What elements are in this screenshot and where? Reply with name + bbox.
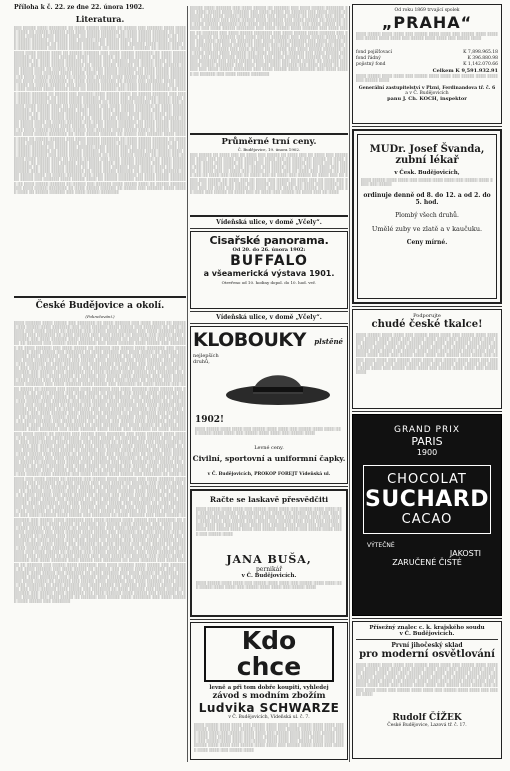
panorama-expo: a všeamerická výstava 1901.: [203, 269, 335, 278]
panorama-ad: [190, 231, 348, 309]
suchard-paris: PARIS: [411, 435, 443, 448]
lighting-title: Přísežný znalec c. k. krajského soudu: [369, 625, 485, 631]
hat-illustration: [223, 361, 333, 407]
coffee-city: v Č. Budějovicích.: [241, 573, 297, 579]
svanda-ad: MUDr. Josef Švanda, zubní lékař v Česk. Budějovicích, ░░░░ ░░░░░ ░░░░ ░░░░ ░░░ ░░░░░ ░░░░ ░░░░ ░░░ ░░░░░ ░░░░ ░░░░ ░░░ ░░░░░ ordinuje denně od 8. do 12. a od 2. do 5. hod. Plombý všech druhů. Umělé zuby ve zlatě a v kaučuku. Ceny mírné.: [352, 129, 502, 304]
praha-agency2: a v Č. Budějovicích: [405, 91, 449, 96]
praha-fund-value: K 1,142.070.66: [463, 62, 498, 67]
section-budejovice: České Budějovice a okolí.: [35, 301, 165, 311]
coffee-title: Račte se laskavě přesvědčiti: [209, 495, 329, 504]
lighting-owner: Rudolf ČÍŽEK: [392, 713, 462, 723]
suchard-jakosti: JAKOSTI: [449, 549, 481, 558]
svanda-days: Plombý všech druhů.: [395, 212, 459, 219]
address-line-top: Vídeňská ulice, v domě „Včely“.: [216, 219, 322, 226]
coffee-role: pernikář: [255, 566, 283, 573]
running-head: Příloha k č. 22. ze dne 22. února 1902.: [14, 4, 145, 11]
literatura-text: ░░░ ░░░░░ ░░░░ ░░░░░░░ ░░ ░░░░ ░░░░░ ░░░░░░ ░░ ░░░░░ ░░░ ░░░░░░ ░░░░ ░░░░░ ░░░░ ░░ ░░░░░ ░░░░░░ ░░░ ░░░░ ░░░░░ ░░░░░░░ ░░ ░░░░ ░░░░░ ░░░░░░ ░░ ░░░░░ ░░░ ░░░░░░ ░░░░ ░░░░░ ░░░░ ░░ ░░░░░ ░░░░░░ ░░░ ░░░░ ░░░░░ ░░░░░░░ ░░ ░░░░ ░░░░░ ░░░░░░ ░░ ░░░░░ ░░░ ░░░░░░ ░░░░ ░░░░░ ░░░░ ░░ ░░░░░ ░░░░░░ ░░░ ░░░░ ░░░░░ ░░░░░░░ ░░ ░░░░ ░░░░░ ░░░░░░ ░░ ░░░░░ ░░░ ░░░░░░ ░░░░ ░░░░░ ░░░░ ░░ ░░░░░ ░░░░░░ ░░░ ░░░░ ░░░░░ ░░░░░░░ ░░ ░░░░ ░░░░░ ░░░░░░ ░░ ░░░░░ ░░░ ░░░░░░ ░░░░ ░░░░░ ░░░░ ░░ ░░░░░ ░░░░░░ ░░░ ░░░░ ░░░░░ ░░░░░░░ ░░ ░░░░ ░░░░░ ░░░░░░ ░░ ░░░░░ ░░░ ░░░░░░ ░░░░ ░░░░░ ░░░░ ░░ ░░░░░ ░░░░░░ ░░░ ░░░░ ░░░░░ ░░░░░░░ ░░ ░░░░ ░░░░░ ░░░░░░ ░░ ░░░░░ ░░░ ░░░░░░ ░░░░ ░░░░░ ░░░░ ░░ ░░░░░ ░░░░░░ ░░░ ░░░░ ░░░░░ ░░░░░░░ ░░ ░░░░ ░░░░░ ░░░░░░ ░░ ░░░░░ ░░░ ░░░░░░ ░░░░ ░░░░░ ░░░░ ░░ ░░░░░ ░░░░░░ ░░░ ░░░░ ░░░░░ ░░░░░░░ ░░ ░░░░ ░░░░░ ░░░░░░ ░░ ░░░░░ ░░░ ░░░░░░ ░░░░ ░░░░░ ░░░░ ░░ ░░░░░ ░░░░░░ ░░░ ░░░░ ░░░░░ ░░░░░░░ ░░ ░░░░ ░░░░░ ░░░░░░ ░░ ░░░░░ ░░░ ░░░░░░ ░░░░ ░░░░░ ░░░░ ░░ ░░░░░ ░░░░░░ ░░░ ░░░░ ░░░░░ ░░░░░░░ ░░ ░░░░ ░░░░░ ░░░░░░ ░░ ░░░░░ ░░░ ░░░░░░ ░░░░ ░░░░░ ░░░░ ░░ ░░░░░ ░░░░░░ ░░░ ░░░░ ░░░░░ ░░░░░░░ ░░ ░░░░ ░░░░░ ░░░░░░ ░░ ░░░░░ ░░░ ░░░░░░ ░░░░ ░░░░░ ░░░░ ░░ ░░░░░ ░░░░░░ ░░░ ░░░░ ░░░░░ ░░░░░░░ ░░ ░░░░ ░░░░░ ░░░░░░ ░░ ░░░░░ ░░░ ░░░░░░ ░░░░ ░░░░░ ░░░░ ░░ ░░░░░ ░░░░░░ ░░░ ░░░░ ░░░░░ ░░░░░░░ ░░ ░░░░ ░░░░░ ░░░░░░ ░░ ░░░░░ ░░░ ░░░░░░ ░░░░ ░░░░░ ░░░░ ░░ ░░░░░ ░░░░░░ ░░░ ░░░░ ░░░░░ ░░░░░░░ ░░ ░░░░ ░░░░░ ░░░░░░ ░░ ░░░░░ ░░░ ░░░░░░ ░░░░ ░░░░░ ░░░░ ░░ ░░░░░ ░░░░░░ ░░░ ░░░░ ░░░░░ ░░░░░░░ ░░ ░░░░ ░░░░░ ░░░░░░ ░░ ░░░░░ ░░░ ░░░░░░ ░░░░ ░░░░░ ░░░░ ░░ ░░░░░ ░░░░░░ ░░░ ░░░░ ░░░░░ ░░░░░░░ ░░ ░░░░ ░░░░░ ░░░░░░ ░░ ░░░░░ ░░░ ░░░░░░ ░░░░ ░░░░░ ░░░░ ░░ ░░░░░ ░░░░░░ ░░░ ░░░░ ░░░░░ ░░░░░░░ ░░ ░░░░ ░░░░░ ░░░░░░ ░░ ░░░░░ ░░░ ░░░░░░ ░░░░ ░░░░░ ░░░░ ░░ ░░░░░ ░░░░░░ ░░░ ░░░░ ░░░░░ ░░░░░░░ ░░ ░░░░ ░░░░░ ░░░░░░ ░░ ░░░░░ ░░░ ░░░░░░ ░░░░ ░░░░░ ░░░░ ░░ ░░░░░ ░░░░░░ ░░░ ░░░░ ░░░░░ ░░░░░░░ ░░ ░░░░ ░░░░░ ░░░░░░ ░░ ░░░░░ ░░░ ░░░░░░ ░░░░ ░░░░░ ░░░░ ░░ ░░░░░ ░░░░░░ ░░░ ░░░░ ░░░░░ ░░░░░░░ ░░ ░░░░ ░░░░░ ░░░░░░ ░░ ░░░░░ ░░░ ░░░░░░ ░░░░ ░░░░░ ░░░░ ░░ ░░░░░ ░░░░░░ ░░░ ░░░░ ░░░░░ ░░░░░░░ ░░ ░░░░ ░░░░░ ░░░░░░ ░░ ░░░░░ ░░░ ░░░░░░ ░░░░ ░░░░░ ░░░░ ░░ ░░░░░ ░░░░░░ ░░░ ░░░░ ░░░░░ ░░░░░░░ ░░ ░░░░ ░░░░░ ░░░░░░ ░░ ░░░░░ ░░░ ░░░░░░ ░░░░ ░░░░░ ░░░░ ░░ ░░░░░ ░░░░░░ ░░░ ░░░░ ░░░░░ ░░░░░░░ ░░ ░░░░ ░░░░░ ░░░░░░ ░░ ░░░░░ ░░░ ░░░░░░ ░░░░ ░░░░░ ░░░░ ░░ ░░░░░ ░░░░░░ ░░░ ░░░░ ░░░░░ ░░░░░░░ ░░ ░░░░ ░░░░░ ░░░░░░ ░░ ░░░░░ ░░░ ░░░░░░ ░░░░ ░░░░░ ░░░░ ░░ ░░░░░ ░░░░░░ ░░░ ░░░░ ░░░░░ ░░░░░░░ ░░ ░░░░ ░░░░░ ░░░░░░ ░░ ░░░░░ ░░░ ░░░░░░ ░░░░ ░░░░░ ░░░░ ░░ ░░░░░ ░░░░░░ ░░░ ░░░░ ░░░░░ ░░░░░░░ ░░ ░░░░ ░░░░░ ░░░░░░ ░░ ░░░░░ ░░░ ░░░░░░ ░░░░ ░░░░░ ░░░░ ░░ ░░░░░ ░░░░░░ ░░░ ░░░░ ░░░░░ ░░░░░░░ ░░ ░░░░ ░░░░░ ░░░░░░ ░░ ░░░░░ ░░░ ░░░░░░ ░░░░ ░░░░░ ░░░░ ░░ ░░░░░ ░░░░░░ ░░░ ░░░░ ░░░░░ ░░░░░░░ ░░ ░░░░ ░░░░░ ░░░░░░ ░░ ░░░░░ ░░░ ░░░░░░ ░░░░ ░░░░░ ░░░░ ░░ ░░░░░ ░░░░░░ ░░░ ░░░░ ░░░░░ ░░░░░░░ ░░ ░░░░ ░░░░░ ░░░░░░ ░░ ░░░░░ ░░░ ░░░░░░ ░░░░ ░░░░░ ░░░░ ░░ ░░░░░ ░░░░░░ ░░░ ░░░░ ░░░░░ ░░░░░░░ ░░ ░░░░ ░░░░░ ░░░░░░ ░░ ░░░░░ ░░░ ░░░░░░ ░░░░ ░░░░░ ░░░░ ░░ ░░░░░ ░░░░░░ ░░░ ░░░░ ░░░░░ ░░░░░░░: [14, 26, 186, 194]
svanda-price: Ceny mírné.: [406, 239, 448, 246]
praha-total: Celkem K 9,591.932.91: [432, 68, 498, 74]
hats-title: KLOBOUKY: [193, 329, 306, 351]
weavers-title: chudé české tkalce!: [371, 319, 483, 330]
hats-ad: KLOBOUKY plstěné nejlepších druhů, 1902! ░░░░ ░░░░░ ░░░░ ░░░░ ░░░ ░░░░░ ░░░░ ░░░░ ░░░ ░░░░░ ░░░░ ░░░░ ░░░ ░░░░░ ░░░░ ░░░░ ░░░ ░░░░░ ░░░░ ░░░░ ░░░ ░░░░░ ░░░░ Levné ceny. Civilní, sportovní a uniformní čapky. v Č. Budějovicích, PROKOP FOREJT Vídeňská ul.: [190, 326, 348, 484]
praha-fund-label: fond řádný: [356, 56, 381, 61]
suchard-zarucene: ZARUČENÉ ČISTÉ: [392, 558, 462, 567]
suchard-cacao: CACAO: [401, 512, 453, 527]
middle-text-top: ░░░░░ ░░░░ ░░░░░░ ░░░ ░░░░ ░░░░░ ░░ ░░░░░░ ░░░ ░░░░ ░░░░░ ░░░░░░░ ░░░ ░░░░ ░░░░░ ░░░░ ░░░░░░ ░░░ ░░░░ ░░░░░ ░░ ░░░░░░ ░░░ ░░░░ ░░░░░ ░░░░░░░ ░░░ ░░░░ ░░░░░ ░░░░ ░░░░░░ ░░░ ░░░░ ░░░░░ ░░ ░░░░░░ ░░░ ░░░░ ░░░░░ ░░░░░░░ ░░░ ░░░░ ░░░░░ ░░░░ ░░░░░░ ░░░ ░░░░ ░░░░░ ░░ ░░░░░░ ░░░ ░░░░ ░░░░░ ░░░░░░░ ░░░ ░░░░ ░░░░░ ░░░░ ░░░░░░ ░░░ ░░░░ ░░░░░ ░░ ░░░░░░ ░░░ ░░░░ ░░░░░ ░░░░░░░ ░░░ ░░░░ ░░░░░ ░░░░ ░░░░░░ ░░░ ░░░░ ░░░░░ ░░ ░░░░░░ ░░░ ░░░░ ░░░░░ ░░░░░░░ ░░░ ░░░░ ░░░░░ ░░░░ ░░░░░░ ░░░ ░░░░ ░░░░░ ░░ ░░░░░░ ░░░ ░░░░ ░░░░░ ░░░░░░░ ░░░ ░░░░ ░░░░░ ░░░░ ░░░░░░ ░░░ ░░░░ ░░░░░ ░░ ░░░░░░ ░░░ ░░░░ ░░░░░ ░░░░░░░ ░░░ ░░░░ ░░░░░ ░░░░ ░░░░░░ ░░░ ░░░░ ░░░░░ ░░ ░░░░░░ ░░░ ░░░░ ░░░░░ ░░░░░░░ ░░░ ░░░░ ░░░░░ ░░░░ ░░░░░░ ░░░ ░░░░ ░░░░░ ░░ ░░░░░░ ░░░ ░░░░ ░░░░░ ░░░░░░░ ░░░ ░░░░ ░░░░░ ░░░░ ░░░░░░ ░░░ ░░░░ ░░░░░ ░░ ░░░░░░ ░░░ ░░░░ ░░░░░ ░░░░░░░ ░░░ ░░░░ ░░░░░ ░░░░ ░░░░░░ ░░░ ░░░░ ░░░░░ ░░ ░░░░░░ ░░░ ░░░░ ░░░░░ ░░░░░░░ ░░░ ░░░░ ░░░░░ ░░░░ ░░░░░░ ░░░ ░░░░ ░░░░░ ░░ ░░░░░░ ░░░ ░░░░ ░░░░░ ░░░░░░░ ░░░ ░░░░ ░░░░░ ░░░░ ░░░░░░ ░░░ ░░░░ ░░░░░ ░░ ░░░░░░ ░░░ ░░░░ ░░░░░ ░░░░░░░ ░░░ ░░░░ ░░░░░ ░░░░ ░░░░░░ ░░░ ░░░░ ░░░░░ ░░ ░░░░░░ ░░░ ░░░░ ░░░░░ ░░░░░░░: [190, 6, 348, 76]
hats-year: 1902!: [195, 415, 224, 425]
address-line-bottom: Vídeňská ulice, v domě „Včely“.: [216, 314, 322, 321]
suchard-ad: [352, 414, 502, 616]
weavers-ad: Podporujte chudé české tkalce! ░░░░ ░░░░░ ░░░░ ░░░░ ░░░ ░░░░░ ░░░░ ░░░░ ░░░ ░░░░░ ░░░░ ░░░░ ░░░ ░░░░░ ░░░░ ░░░░ ░░░ ░░░░░ ░░░░ ░░░░ ░░░ ░░░░░ ░░░░ ░░░░ ░░░ ░░░░░ ░░░░ ░░░░ ░░░ ░░░░░ ░░░░ ░░░░ ░░░ ░░░░░ ░░░░ ░░░░ ░░░ ░░░░░ ░░░░ ░░░░ ░░░ ░░░░░ ░░░░ ░░░░ ░░░ ░░░░░ ░░░░ ░░░░ ░░░ ░░░░░ ░░░░ ░░░░ ░░░ ░░░░░ ░░░░ ░░░░ ░░░ ░░░░░ ░░░░ ░░░░ ░░░ ░░░░░ ░░░░ ░░░░ ░░░ ░░░░░ ░░░░ ░░░░ ░░░ ░░░░░ ░░░░ ░░░░ ░░░ ░░░░░ ░░░░ ░░░░ ░░░ ░░░░░ ░░░░ ░░░░ ░░░ ░░░░░ ░░░░ ░░░░ ░░░ ░░░░░ ░░░░ ░░░░ ░░░ ░░░░░ ░░░░ ░░░░ ░░░ ░░░░░ ░░░░ ░░░░ ░░░ ░░░░░ ░░░░ ░░░░ ░░░ ░░░░░ ░░░░ ░░░░ ░░░ ░░░░░ ░░░░ ░░░░ ░░░ ░░░░░ ░░░░: [352, 309, 502, 409]
left-column: [14, 4, 186, 764]
lighting-ad: Přísežný znalec c. k. krajského soudu v Č. Budějovicích. První jihočeský sklad pro moderní osvětlování ░░░░ ░░░░░ ░░░░ ░░░░ ░░░ ░░░░░ ░░░░ ░░░░ ░░░ ░░░░░ ░░░░ ░░░░ ░░░ ░░░░░ ░░░░ ░░░░ ░░░ ░░░░░ ░░░░ ░░░░ ░░░ ░░░░░ ░░░░ ░░░░ ░░░ ░░░░░ ░░░░ ░░░░ ░░░ ░░░░░ ░░░░ ░░░░ ░░░ ░░░░░ ░░░░ ░░░░ ░░░ ░░░░░ ░░░░ ░░░░ ░░░ ░░░░░ ░░░░ ░░░░ ░░░ ░░░░░ ░░░░ ░░░░ ░░░ ░░░░░ ░░░░ ░░░░ ░░░ ░░░░░ ░░░░ ░░░░ ░░░ ░░░░░ ░░░░ ░░░░ ░░░ ░░░░░ ░░░░ ░░░░ ░░░ ░░░░░ ░░░░ ░░░░ ░░░ ░░░░░ ░░░░ ░░░░ ░░░ ░░░░░ ░░░░ ░░░░ ░░░ ░░░░░ ░░░░ ░░░░ ░░░ ░░░░░ ░░░░ ░░░░ ░░░ ░░░░░ ░░░░ Rudolf ČÍŽEK České Budějovice, Lazová tř. č. 17.: [352, 621, 502, 759]
svanda-title: MUDr. Josef Švanda,: [369, 144, 485, 155]
who-name: Ludvika SCHWARZE: [198, 701, 340, 715]
praha-fund-table: [356, 50, 498, 68]
panorama-city: BUFFALO: [230, 253, 308, 269]
weavers-support: Podporujte: [413, 313, 441, 319]
hats-shop: v Č. Budějovicích, PROKOP FOREJT Vídeňská ul.: [207, 472, 331, 477]
suchard-chocolat: CHOCOLAT: [387, 472, 467, 487]
schwarz-ad: Kdo chce levně a při tom dobře koupiti, vyhledej závod s modním zbožím Ludvika SCHWARZE v Č. Budějovicích, Vídeňská ul. č. 7. ░░░░ ░░░░░ ░░░░ ░░░░ ░░░ ░░░░░ ░░░░ ░░░░ ░░░ ░░░░░ ░░░░ ░░░░ ░░░ ░░░░░ ░░░░ ░░░░ ░░░ ░░░░░ ░░░░ ░░░░ ░░░ ░░░░░ ░░░░ ░░░░ ░░░ ░░░░░ ░░░░ ░░░░ ░░░ ░░░░░ ░░░░ ░░░░ ░░░ ░░░░░ ░░░░ ░░░░ ░░░ ░░░░░ ░░░░ ░░░░ ░░░ ░░░░░ ░░░░ ░░░░ ░░░ ░░░░░ ░░░░ ░░░░ ░░░ ░░░░░ ░░░░ ░░░░ ░░░ ░░░░░ ░░░░ ░░░░ ░░░ ░░░░░ ░░░░ ░░░░ ░░░ ░░░░░ ░░░░ ░░░░ ░░░ ░░░░░ ░░░░ ░░░░ ░░░ ░░░░░ ░░░░ ░░░░ ░░░ ░░░░░ ░░░░ ░░░░ ░░░ ░░░░░ ░░░░ ░░░░ ░░░ ░░░░░ ░░░░: [190, 622, 348, 760]
section-intro: (Pokračování.): [85, 314, 115, 319]
coffee-ad: Račte se laskavě přesvědčiti ░░░░ ░░░░░ ░░░░ ░░░░ ░░░ ░░░░░ ░░░░ ░░░░ ░░░ ░░░░░ ░░░░ ░░░░ ░░░ ░░░░░ ░░░░ ░░░░ ░░░ ░░░░░ ░░░░ ░░░░ ░░░ ░░░░░ ░░░░ ░░░░ ░░░ ░░░░░ ░░░░ ░░░░ ░░░ ░░░░░ ░░░░ ░░░░ ░░░ ░░░░░ ░░░░ ░░░░ ░░░ ░░░░░ ░░░░ ░░░░ ░░░ ░░░░░ ░░░░ ░░░░ ░░░ ░░░░░ ░░░░ ░░░░ ░░░ ░░░░░ ░░░░ ░░░░ ░░░ ░░░░░ ░░░░ ░░░░ ░░░ ░░░░░ ░░░░ ░░░░ ░░░ ░░░░░ ░░░░ ░░░░ ░░░ ░░░░░ ░░░░ ░░░░ ░░░ ░░░░░ ░░░░ ░░░░ ░░░ ░░░░░ ░░░░ ░░░░ ░░░ ░░░░░ ░░░░ JANA BUŠA, pernikář v Č. Budějovicích. ░░░░ ░░░░░ ░░░░ ░░░░ ░░░ ░░░░░ ░░░░ ░░░░ ░░░ ░░░░░ ░░░░ ░░░░ ░░░ ░░░░░ ░░░░ ░░░░ ░░░ ░░░░░ ░░░░ ░░░░ ░░░ ░░░░░ ░░░░: [190, 489, 348, 617]
market-title: Průměrné trní ceny.: [221, 137, 317, 147]
hats-line1: nejlepších: [193, 353, 219, 359]
hats-uniform: Civilní, sportovní a uniformní čapky.: [192, 454, 346, 463]
suchard-grand-prix: GRAND PRIX: [393, 425, 461, 435]
suchard-year: 1900: [416, 448, 438, 457]
hats-prices: Levné ceny.: [254, 445, 284, 451]
right-column: [352, 4, 502, 764]
praha-fund-label: pojistný fond: [356, 62, 386, 67]
panorama-title: Cisařské panorama.: [209, 234, 329, 247]
lighting-title2: v Č. Budějovicích.: [399, 631, 455, 637]
lighting-main: pro moderní osvětlování: [359, 649, 495, 660]
svanda-city: v Česk. Budějovicích,: [394, 170, 460, 176]
praha-fund-value: K 396.880.98: [467, 56, 498, 61]
middle-column: [190, 4, 348, 764]
suchard-vytecne: VÝTEČNÉ: [367, 542, 395, 549]
panorama-dates: Od 20. do 26. února 1902:: [232, 247, 306, 253]
praha-ad: Od roku 1869 trvající spolek „PRAHA“ ░░░░ ░░░░░ ░░░░ ░░░░ ░░░ ░░░░░ ░░░░ ░░░░ ░░░ ░░░░░ ░░░░ ░░░░ ░░░ ░░░░░ ░░░░ ░░░░ ░░░ ░░░░░ ░░░░ ░░░░ ░░░ ░░░░░ ░░░░ fond pojišťovací K 7,898.965.18 fond řádný K 396.880.98 pojistný fond K 1,142.070.66 Celkem K 9,591.932.91 ░░░░ ░░░░░ ░░░░ ░░░░ ░░░ ░░░░░ ░░░░ ░░░░ ░░░ ░░░░░ ░░░░ ░░░░ ░░░ ░░░░░ ░░░░ Generální zastupitelství v Plzni, Ferdinandova tř. č. 6 a v Č. Budějovicích panu J. Ch. KOCH, inspektor: [352, 4, 502, 124]
svanda-hours: ordinuje denně od 8. do 12. a od 2. do 5. hod.: [363, 192, 491, 206]
budejovice-text: ░░░░ ░░░░░░ ░░░░ ░░░░░ ░░░ ░░░░░░░ ░░ ░░░░ ░░░░░░ ░░░ ░░░░ ░░░░░ ░░ ░░░░░░ ░░░ ░░░░░ ░░░░ ░░░░░░░ ░░░ ░░░░ ░░░░░░ ░░░░ ░░░░░ ░░░ ░░░░░░░ ░░ ░░░░ ░░░░░░ ░░░ ░░░░ ░░░░░ ░░ ░░░░░░ ░░░ ░░░░░ ░░░░ ░░░░░░░ ░░░ ░░░░ ░░░░░░ ░░░░ ░░░░░ ░░░ ░░░░░░░ ░░ ░░░░ ░░░░░░ ░░░ ░░░░ ░░░░░ ░░ ░░░░░░ ░░░ ░░░░░ ░░░░ ░░░░░░░ ░░░ ░░░░ ░░░░░░ ░░░░ ░░░░░ ░░░ ░░░░░░░ ░░ ░░░░ ░░░░░░ ░░░ ░░░░ ░░░░░ ░░ ░░░░░░ ░░░ ░░░░░ ░░░░ ░░░░░░░ ░░░ ░░░░ ░░░░░░ ░░░░ ░░░░░ ░░░ ░░░░░░░ ░░ ░░░░ ░░░░░░ ░░░ ░░░░ ░░░░░ ░░ ░░░░░░ ░░░ ░░░░░ ░░░░ ░░░░░░░ ░░░ ░░░░ ░░░░░░ ░░░░ ░░░░░ ░░░ ░░░░░░░ ░░ ░░░░ ░░░░░░ ░░░ ░░░░ ░░░░░ ░░ ░░░░░░ ░░░ ░░░░░ ░░░░ ░░░░░░░ ░░░ ░░░░ ░░░░░░ ░░░░ ░░░░░ ░░░ ░░░░░░░ ░░ ░░░░ ░░░░░░ ░░░ ░░░░ ░░░░░ ░░ ░░░░░░ ░░░ ░░░░░ ░░░░ ░░░░░░░ ░░░ ░░░░ ░░░░░░ ░░░░ ░░░░░ ░░░ ░░░░░░░ ░░ ░░░░ ░░░░░░ ░░░ ░░░░ ░░░░░ ░░ ░░░░░░ ░░░ ░░░░░ ░░░░ ░░░░░░░ ░░░ ░░░░ ░░░░░░ ░░░░ ░░░░░ ░░░ ░░░░░░░ ░░ ░░░░ ░░░░░░ ░░░ ░░░░ ░░░░░ ░░ ░░░░░░ ░░░ ░░░░░ ░░░░ ░░░░░░░ ░░░ ░░░░ ░░░░░░ ░░░░ ░░░░░ ░░░ ░░░░░░░ ░░ ░░░░ ░░░░░░ ░░░ ░░░░ ░░░░░ ░░ ░░░░░░ ░░░ ░░░░░ ░░░░ ░░░░░░░ ░░░ ░░░░ ░░░░░░ ░░░░ ░░░░░ ░░░ ░░░░░░░ ░░ ░░░░ ░░░░░░ ░░░ ░░░░ ░░░░░ ░░ ░░░░░░ ░░░ ░░░░░ ░░░░ ░░░░░░░ ░░░ ░░░░ ░░░░░░ ░░░░ ░░░░░ ░░░ ░░░░░░░ ░░ ░░░░ ░░░░░░ ░░░ ░░░░ ░░░░░ ░░ ░░░░░░ ░░░ ░░░░░ ░░░░ ░░░░░░░ ░░░ ░░░░ ░░░░░░ ░░░░ ░░░░░ ░░░ ░░░░░░░ ░░ ░░░░ ░░░░░░ ░░░ ░░░░ ░░░░░ ░░ ░░░░░░ ░░░ ░░░░░ ░░░░ ░░░░░░░ ░░░ ░░░░ ░░░░░░ ░░░░ ░░░░░ ░░░ ░░░░░░░ ░░ ░░░░ ░░░░░░ ░░░ ░░░░ ░░░░░ ░░ ░░░░░░ ░░░ ░░░░░ ░░░░ ░░░░░░░ ░░░ ░░░░ ░░░░░░ ░░░░ ░░░░░ ░░░ ░░░░░░░ ░░ ░░░░ ░░░░░░ ░░░ ░░░░ ░░░░░ ░░ ░░░░░░ ░░░ ░░░░░ ░░░░ ░░░░░░░ ░░░ ░░░░ ░░░░░░ ░░░░ ░░░░░ ░░░ ░░░░░░░ ░░ ░░░░ ░░░░░░ ░░░ ░░░░ ░░░░░ ░░ ░░░░░░ ░░░ ░░░░░ ░░░░ ░░░░░░░ ░░░ ░░░░ ░░░░░░ ░░░░ ░░░░░ ░░░ ░░░░░░░ ░░ ░░░░ ░░░░░░ ░░░ ░░░░ ░░░░░ ░░ ░░░░░░ ░░░ ░░░░░ ░░░░ ░░░░░░░ ░░░ ░░░░ ░░░░░░ ░░░░ ░░░░░ ░░░ ░░░░░░░ ░░ ░░░░ ░░░░░░ ░░░ ░░░░ ░░░░░ ░░ ░░░░░░ ░░░ ░░░░░ ░░░░ ░░░░░░░ ░░░ ░░░░ ░░░░░░ ░░░░ ░░░░░ ░░░ ░░░░░░░ ░░ ░░░░ ░░░░░░ ░░░ ░░░░ ░░░░░ ░░ ░░░░░░ ░░░ ░░░░░ ░░░░ ░░░░░░░ ░░░ ░░░░ ░░░░░░ ░░░░ ░░░░░ ░░░ ░░░░░░░ ░░ ░░░░ ░░░░░░ ░░░ ░░░░ ░░░░░ ░░ ░░░░░░ ░░░ ░░░░░ ░░░░ ░░░░░░░ ░░░ ░░░░ ░░░░░░ ░░░░ ░░░░░ ░░░ ░░░░░░░ ░░ ░░░░ ░░░░░░ ░░░ ░░░░ ░░░░░ ░░ ░░░░░░ ░░░ ░░░░░ ░░░░ ░░░░░░░ ░░░ ░░░░ ░░░░░░ ░░░░ ░░░░░ ░░░ ░░░░░░░ ░░ ░░░░ ░░░░░░ ░░░ ░░░░ ░░░░░ ░░ ░░░░░░ ░░░ ░░░░░ ░░░░ ░░░░░░░ ░░░ ░░░░ ░░░░░░ ░░░░ ░░░░░ ░░░ ░░░░░░░ ░░ ░░░░ ░░░░░░ ░░░ ░░░░ ░░░░░ ░░ ░░░░░░ ░░░ ░░░░░ ░░░░ ░░░░░░░ ░░░ ░░░░ ░░░░░░ ░░░░ ░░░░░ ░░░ ░░░░░░░ ░░ ░░░░ ░░░░░░ ░░░ ░░░░ ░░░░░ ░░ ░░░░░░ ░░░ ░░░░░ ░░░░ ░░░░░░░ ░░░ ░░░░ ░░░░░░ ░░░░ ░░░░░ ░░░ ░░░░░░░ ░░ ░░░░ ░░░░░░ ░░░ ░░░░ ░░░░░ ░░ ░░░░░░ ░░░ ░░░░░ ░░░░ ░░░░░░░ ░░░ ░░░░ ░░░░░░ ░░░░ ░░░░░ ░░░ ░░░░░░░ ░░ ░░░░ ░░░░░░ ░░░ ░░░░ ░░░░░ ░░ ░░░░░░ ░░░ ░░░░░ ░░░░ ░░░░░░░ ░░░ ░░░░ ░░░░░░ ░░░░ ░░░░░ ░░░ ░░░░░░░ ░░ ░░░░ ░░░░░░ ░░░ ░░░░ ░░░░░ ░░ ░░░░░░ ░░░ ░░░░░ ░░░░ ░░░░░░░ ░░░ ░░░░ ░░░░░░ ░░░░ ░░░░░ ░░░ ░░░░░░░ ░░ ░░░░ ░░░░░░ ░░░ ░░░░ ░░░░░ ░░ ░░░░░░ ░░░ ░░░░░ ░░░░ ░░░░░░░ ░░░ ░░░░ ░░░░░░ ░░░░ ░░░░░ ░░░ ░░░░░░░ ░░ ░░░░ ░░░░░░ ░░░ ░░░░ ░░░░░ ░░ ░░░░░░ ░░░ ░░░░░ ░░░░ ░░░░░░░ ░░░ ░░░░ ░░░░░░ ░░░░ ░░░░░ ░░░ ░░░░░░░ ░░ ░░░░ ░░░░░░ ░░░ ░░░░ ░░░░░ ░░ ░░░░░░ ░░░ ░░░░░ ░░░░ ░░░░░░░ ░░░ ░░░░ ░░░░░░ ░░░░ ░░░░░ ░░░ ░░░░░░░ ░░ ░░░░ ░░░░░░ ░░░ ░░░░ ░░░░░ ░░ ░░░░░░ ░░░ ░░░░░ ░░░░ ░░░░░░░ ░░░ ░░░░ ░░░░░░ ░░░░ ░░░░░ ░░░ ░░░░░░░ ░░ ░░░░ ░░░░░░ ░░░ ░░░░ ░░░░░ ░░ ░░░░░░ ░░░ ░░░░░ ░░░░ ░░░░░░░ ░░░ ░░░░ ░░░░░░ ░░░░ ░░░░░ ░░░ ░░░░░░░ ░░ ░░░░ ░░░░░░ ░░░ ░░░░ ░░░░░ ░░ ░░░░░░ ░░░ ░░░░░ ░░░░ ░░░░░░░ ░░░ ░░░░ ░░░░░░ ░░░░ ░░░░░ ░░░ ░░░░░░░ ░░ ░░░░ ░░░░░░ ░░░ ░░░░ ░░░░░ ░░ ░░░░░░ ░░░ ░░░░░ ░░░░ ░░░░░░░ ░░░ ░░░░ ░░░░░░ ░░░░ ░░░░░ ░░░ ░░░░░░░ ░░ ░░░░ ░░░░░░ ░░░ ░░░░ ░░░░░ ░░ ░░░░░░ ░░░ ░░░░░ ░░░░ ░░░░░░░ ░░░ ░░░░ ░░░░░░ ░░░░ ░░░░░ ░░░ ░░░░░░░ ░░ ░░░░ ░░░░░░ ░░░ ░░░░ ░░░░░ ░░ ░░░░░░ ░░░ ░░░░░ ░░░░ ░░░░░░░ ░░░ ░░░░ ░░░░░░ ░░░░ ░░░░░ ░░░ ░░░░░░░ ░░ ░░░░ ░░░░░░ ░░░ ░░░░ ░░░░░ ░░ ░░░░░░ ░░░ ░░░░░ ░░░░ ░░░░░░░ ░░░ ░░░░ ░░░░░░ ░░░░ ░░░░░ ░░░ ░░░░░░░ ░░ ░░░░ ░░░░░░ ░░░ ░░░░ ░░░░░ ░░ ░░░░░░ ░░░ ░░░░░ ░░░░ ░░░░░░░ ░░░ ░░░░ ░░░░░░ ░░░░ ░░░░░ ░░░ ░░░░░░░ ░░ ░░░░ ░░░░░░ ░░░ ░░░░ ░░░░░ ░░ ░░░░░░ ░░░ ░░░░░ ░░░░ ░░░░░░░ ░░░ ░░░░ ░░░░░░ ░░░░ ░░░░░ ░░░ ░░░░░░░ ░░ ░░░░ ░░░░░░ ░░░ ░░░░ ░░░░░ ░░ ░░░░░░ ░░░ ░░░░░ ░░░░ ░░░░░░░ ░░░ ░░░░ ░░░░░░ ░░░░ ░░░░░ ░░░ ░░░░░░░ ░░ ░░░░ ░░░░░░ ░░░ ░░░░ ░░░░░ ░░ ░░░░░░ ░░░ ░░░░░ ░░░░ ░░░░░░░ ░░░ ░░░░ ░░░░░░ ░░░░ ░░░░░ ░░░ ░░░░░░░ ░░ ░░░░ ░░░░░░ ░░░ ░░░░ ░░░░░ ░░ ░░░░░░ ░░░ ░░░░░ ░░░░ ░░░░░░░ ░░░ ░░░░ ░░░░░░ ░░░░ ░░░░░ ░░░ ░░░░░░░ ░░ ░░░░ ░░░░░░ ░░░ ░░░░ ░░░░░ ░░ ░░░░░░ ░░░ ░░░░░ ░░░░ ░░░░░░░ ░░░ ░░░░ ░░░░░░ ░░░░ ░░░░░ ░░░ ░░░░░░░ ░░ ░░░░ ░░░░░░ ░░░ ░░░░ ░░░░░ ░░ ░░░░░░ ░░░ ░░░░░ ░░░░ ░░░░░░░ ░░░ ░░░░ ░░░░░░ ░░░░ ░░░░░ ░░░ ░░░░░░░ ░░ ░░░░ ░░░░░░ ░░░ ░░░░ ░░░░░ ░░ ░░░░░░ ░░░ ░░░░░ ░░░░ ░░░░░░░ ░░░ ░░░░ ░░░░░░ ░░░░ ░░░░░ ░░░ ░░░░░░░ ░░ ░░░░ ░░░░░░ ░░░ ░░░░ ░░░░░ ░░ ░░░░░░ ░░░ ░░░░░ ░░░░ ░░░░░░░ ░░░ ░░░░ ░░░░░░ ░░░░ ░░░░░ ░░░ ░░░░░░░ ░░ ░░░░ ░░░░░░ ░░░ ░░░░ ░░░░░ ░░ ░░░░░░ ░░░ ░░░░░ ░░░░ ░░░░░░░ ░░░ ░░░░ ░░░░░░ ░░░░ ░░░░░ ░░░ ░░░░░░░ ░░ ░░░░ ░░░░░░ ░░░ ░░░░ ░░░░░ ░░ ░░░░░░ ░░░ ░░░░░ ░░░░ ░░░░░░░ ░░░ ░░░░ ░░░░░░ ░░░░ ░░░░░ ░░░ ░░░░░░░ ░░ ░░░░ ░░░░░░ ░░░ ░░░░ ░░░░░ ░░ ░░░░░░ ░░░ ░░░░░ ░░░░ ░░░░░░░ ░░░ ░░░░ ░░░░░░ ░░░░ ░░░░░ ░░░ ░░░░░░░: [14, 321, 186, 604]
praha-fund-label: fond pojišťovací: [356, 50, 393, 55]
who-title: Kdo chce: [204, 626, 334, 682]
praha-title: „PRAHA“: [381, 13, 473, 32]
praha-fund-value: K 7,898.965.18: [463, 50, 498, 55]
column-rule: [349, 6, 350, 762]
who-shop: závod s modním zbožím: [212, 691, 326, 701]
coffee-name: JANA BUŠA,: [226, 553, 312, 566]
hats-line2: druhů,: [193, 359, 210, 365]
lighting-head: První jihočeský sklad: [391, 642, 463, 649]
praha-head: Od roku 1869 trvající spolek: [394, 8, 460, 13]
section-literatura: Literatura.: [75, 14, 125, 24]
column-rule: [187, 6, 188, 762]
market-prices: ░░░ ░░░░░ ░░ ░░░░ ░░░ ░░ ░░░░ ░░░ ░░░░░ ░░ ░░░░ ░░░ ░░ ░░░░ ░░░ ░░░░░ ░░ ░░░░ ░░░ ░░ ░░░░ ░░░ ░░░░░ ░░ ░░░░ ░░░ ░░ ░░░░ ░░░ ░░░░░ ░░ ░░░░ ░░░ ░░ ░░░░ ░░░ ░░░░░ ░░ ░░░░ ░░░ ░░ ░░░░ ░░░ ░░░░░ ░░ ░░░░ ░░░ ░░ ░░░░ ░░░ ░░░░░ ░░ ░░░░ ░░░ ░░ ░░░░ ░░░ ░░░░░ ░░ ░░░░ ░░░ ░░ ░░░░ ░░░ ░░░░░ ░░ ░░░░ ░░░ ░░ ░░░░ ░░░ ░░░░░ ░░ ░░░░ ░░░ ░░ ░░░░ ░░░ ░░░░░ ░░ ░░░░ ░░░ ░░ ░░░░ ░░░ ░░░░░ ░░ ░░░░ ░░░ ░░ ░░░░ ░░░ ░░░░░ ░░ ░░░░ ░░░ ░░ ░░░░ ░░░ ░░░░░ ░░ ░░░░ ░░░ ░░ ░░░░ ░░░ ░░░░░ ░░ ░░░░ ░░░ ░░ ░░░░ ░░░ ░░░░░ ░░ ░░░░ ░░░ ░░ ░░░░ ░░░ ░░░░░ ░░ ░░░░ ░░░ ░░ ░░░░ ░░░ ░░░░░ ░░ ░░░░ ░░░ ░░ ░░░░ ░░░ ░░░░░ ░░ ░░░░ ░░░ ░░ ░░░░ ░░░ ░░░░░ ░░ ░░░░ ░░░ ░░ ░░░░ ░░░ ░░░░░ ░░ ░░░░ ░░░ ░░ ░░░░ ░░░ ░░░░░ ░░ ░░░░ ░░░ ░░ ░░░░: [190, 153, 348, 194]
praha-agent: panu J. Ch. KOCH, inspektor: [387, 96, 467, 102]
suchard-brand: SUCHARD: [365, 487, 489, 512]
panorama-hours: Otevřeno od 10. hodiny dopol. do 10. hod. več.: [221, 280, 317, 285]
market-subtitle: Č. Budějovice, 19. února 1902.: [237, 147, 301, 152]
who-subtitle: levně a při tom dobře koupiti, vyhledej: [209, 685, 329, 691]
praha-agency: Generální zastupitelství v Plzni, Ferdinandova tř. č. 6: [358, 86, 496, 91]
lighting-address: České Budějovice, Lazová tř. č. 17.: [387, 723, 467, 728]
svanda-subtitle: zubní lékař: [395, 155, 459, 166]
who-city: v Č. Budějovicích, Vídeňská ul. č. 7.: [228, 715, 310, 720]
svanda-note: Umělé zuby ve zlatě a v kaučuku.: [371, 225, 483, 233]
hats-side-label: plstěné: [314, 337, 343, 346]
